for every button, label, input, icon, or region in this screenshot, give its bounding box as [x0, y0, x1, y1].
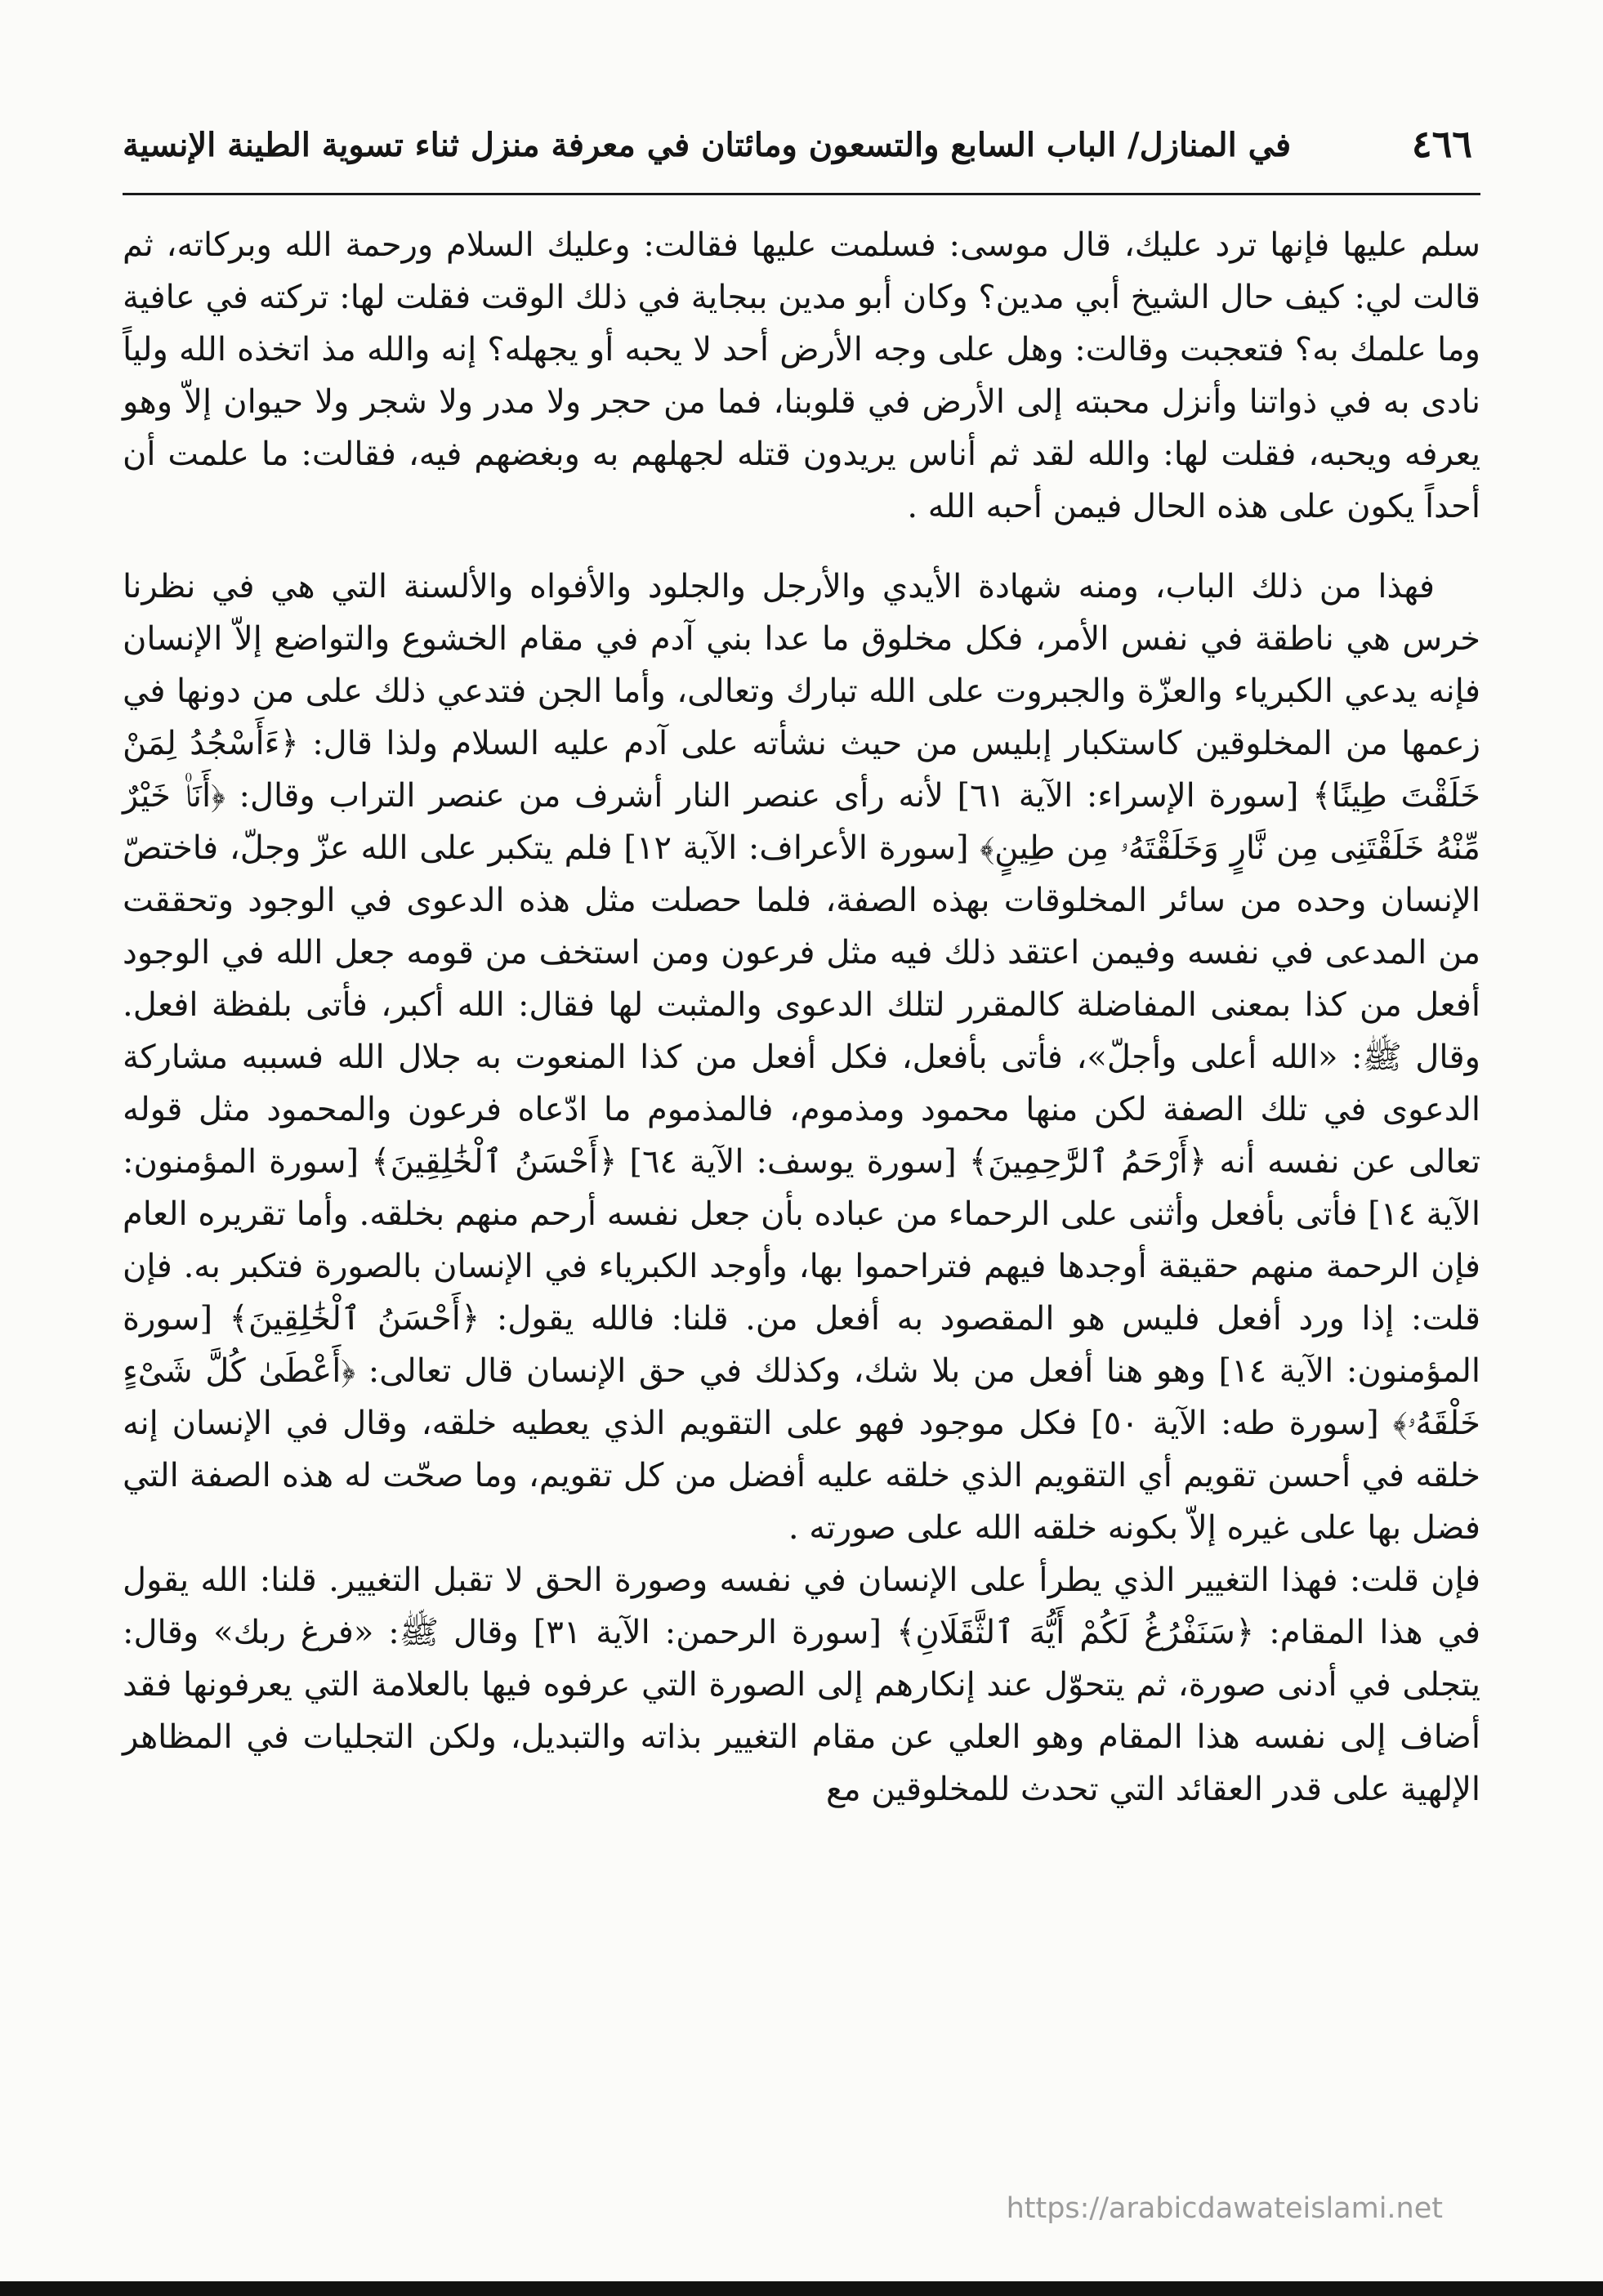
- scan-bottom-edge: [0, 2281, 1603, 2296]
- running-head: [123, 113, 1480, 178]
- chapter-title: في المنازل/ الباب السابع والتسعون ومائتان في معرفة منزل ثناء تسوية الطينة الإنسية: [123, 126, 1292, 164]
- paragraph-spacer: [123, 533, 1480, 561]
- paragraph-2: فهذا من ذلك الباب، ومنه شهادة الأيدي والأرجل والجلود والأفواه والألسنة التي هي في نظرنا خرس هي ناطقة في نفس الأمر، فكل مخلوق ما عدا بني آدم في مقام الخشوع والتواضع إلاّ الإنسان فإنه يدعي الكبرياء والعزّة والجبروت على الله تبارك وتعالى، وأما الجن فتدعي ذلك على من دونها في زعمها من المخلوقين كاستكبار إبليس من حيث نشأته على آدم عليه السلام ولذا قال: ﴿ءَأَسْجُدُ لِمَنْ خَلَقْتَ طِينًا﴾ [سورة الإسراء: الآية ٦١] لأنه رأى عنصر النار أشرف من عنصر التراب وقال: ﴿أَنَا۠ خَيْرٌ مِّنْهُ خَلَقْتَنِى مِن نَّارٍ وَخَلَقْتَهُۥ مِن طِينٍ﴾ [سورة الأعراف: الآية ١٢] فلم يتكبر على الله عزّ وجلّ، فاختصّ الإنسان وحده من سائر المخلوقات بهذه الصفة، فلما حصلت مثل هذه الدعوى في الوجود وتحققت من المدعى في نفسه وفيمن اعتقد ذلك فيه مثل فرعون ومن استخف من قومه جعل الله في الوجود أفعل من كذا بمعنى المفاضلة كالمقرر لتلك الدعوى والمثبت لها فقال: الله أكبر، فأتى بلفظة افعل. وقال ﷺ: «الله أعلى وأجلّ»، فأتى بأفعل، فكل أفعل من كذا المنعوت به جلال الله فسببه مشاركة الدعوى في تلك الصفة لكن منها محمود ومذموم، فالمذموم ما ادّعاه فرعون والمحمود مثل قوله تعالى عن نفسه أنه ﴿أَرْحَمُ ٱلرَّٰحِمِينَ﴾ [سورة يوسف: الآية ٦٤] ﴿أَحْسَنُ ٱلْخَٰلِقِينَ﴾ [سورة المؤمنون: الآية ١٤] فأتى بأفعل وأثنى على الرحماء من عباده بأن جعل نفسه أرحم منهم بخلقه. وأما تقريره العام فإن الرحمة منهم حقيقة أوجدها فيهم فتراحموا بها، وأوجد الكبرياء في الإنسان بالصورة فتكبر به. فإن قلت: إذا ورد أفعل فليس هو المقصود به أفعل من. قلنا: فالله يقول: ﴿أَحْسَنُ ٱلْخَٰلِقِينَ﴾ [سورة المؤمنون: الآية ١٤] وهو هنا أفعل من بلا شك، وكذلك في حق الإنسان قال تعالى: ﴿أَعْطَىٰ كُلَّ شَىْءٍ خَلْقَهُۥ﴾ [سورة طه: الآية ٥٠] فكل موجود فهو على التقويم الذي يعطيه خلقه، وقال في الإنسان إنه خلقه في أحسن تقويم أي التقويم الذي خلقه عليه أفضل من كل تقويم، وما صحّت له هذه الصفة التي فضل بها على غيره إلاّ بكونه خلقه الله على صورته .: [123, 568, 1481, 1547]
- page-number: ٤٦٦: [1411, 122, 1472, 166]
- watermark-url: https://arabicdawateislami.net: [1006, 2192, 1443, 2225]
- paragraph-3: فإن قلت: فهذا التغيير الذي يطرأ على الإنسان في نفسه وصورة الحق لا تقبل التغيير. قلنا: الله يقول في هذا المقام: ﴿سَنَفْرُغُ لَكُمْ أَيُّهَ ٱلثَّقَلَانِ﴾ [سورة الرحمن: الآية ٣١] وقال ﷺ: «فرغ ربك» وقال: يتجلى في أدنى صورة، ثم يتحوّل عند إنكارهم إلى الصورة التي عرفوه فيها بالعلامة التي يعرفونها فقد أضاف إلى نفسه هذا المقام وهو العلي عن مقام التغيير بذاته والتبديل، ولكن التجليات في المظاهر الإلهية على قدر العقائد التي تحدث للمخلوقين مع: [123, 1561, 1480, 1808]
- header-divider: [123, 193, 1480, 195]
- body-text: [123, 219, 1480, 1816]
- paragraph-1: سلم عليها فإنها ترد عليك، قال موسى: فسلمت عليها فقالت: وعليك السلام ورحمة الله وبركاته، ثم قالت لي: كيف حال الشيخ أبي مدين؟ وكان أبو مدين ببجاية في ذلك الوقت فقلت لها: تركته في عافية وما علمك به؟ فتعجبت وقالت: وهل على وجه الأرض أحد لا يحبه أو يجهله؟ إنه والله مذ اتخذه الله ولياً نادى به في ذواتنا وأنزل محبته إلى الأرض في قلوبنا، فما من حجر ولا مدر ولا شجر ولا حيوان إلاّ وهو يعرفه ويحبه، فقلت لها: والله لقد ثم أناس يريدون قتله لجهلهم به وبغضهم فيه، فقالت: ما علمت أن أحداً يكون على هذه الحال فيمن أحبه الله .: [123, 226, 1480, 525]
